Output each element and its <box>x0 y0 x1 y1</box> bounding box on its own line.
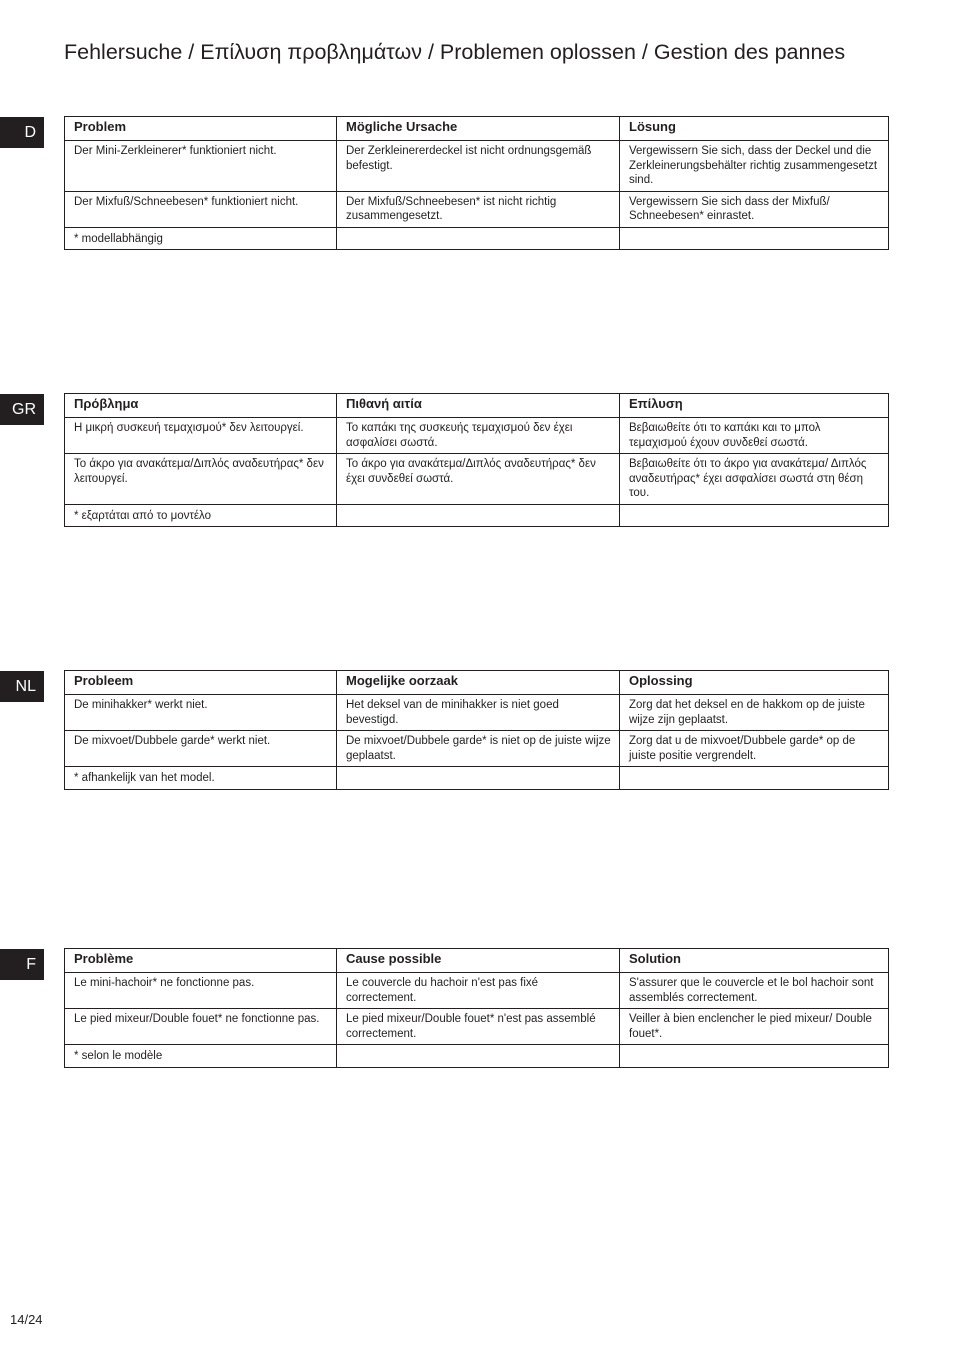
solution-cell: Zorg dat u de mixvoet/Dubbele garde* op de juiste positie vergrendelt. <box>620 731 889 767</box>
footnote-row <box>65 1045 889 1068</box>
table-row <box>65 973 889 1009</box>
cause-cell: Het deksel van de minihakker is niet goed bevestigd. <box>337 695 620 731</box>
empty-cell <box>620 227 889 250</box>
troubleshooting-table-de <box>64 116 889 250</box>
empty-cell <box>337 1045 620 1068</box>
table-row <box>65 454 889 505</box>
footnote-cell: * selon le modèle <box>65 1045 337 1068</box>
empty-cell <box>337 227 620 250</box>
cause-cell: Der Zerkleinererdeckel ist nicht ordnungsgemäß befestigt. <box>337 141 620 192</box>
cause-cell: Le couvercle du hachoir n'est pas fixé correctement. <box>337 973 620 1009</box>
problem-cell: Το άκρο για ανακάτεμα/Διπλός αναδευτήρας* δεν λειτουργεί. <box>65 454 337 505</box>
footnote-row <box>65 767 889 790</box>
cause-cell: Der Mixfuß/Schneebesen* ist nicht richtig zusammengesetzt. <box>337 191 620 227</box>
column-header-cause: Πιθανή αιτία <box>337 394 620 418</box>
empty-cell <box>337 767 620 790</box>
cause-cell: Le pied mixeur/Double fouet* n'est pas assemblé correctement. <box>337 1009 620 1045</box>
page-title: Fehlersuche / Επίλυση προβλημάτων / Problemen oplossen / Gestion des pannes <box>64 40 846 64</box>
footnote-row <box>65 227 889 250</box>
solution-cell: S'assurer que le couvercle et le bol hachoir sont assemblés correctement. <box>620 973 889 1009</box>
language-tab-fr: F <box>0 949 44 980</box>
solution-cell: Vergewissern Sie sich dass der Mixfuß/ Schneebesen* einrastet. <box>620 191 889 227</box>
solution-cell: Vergewissern Sie sich, dass der Deckel und die Zerkleinerungsbehälter richtig zusammengesetzt sind. <box>620 141 889 192</box>
table-header-row <box>65 671 889 695</box>
column-header-solution: Oplossing <box>620 671 889 695</box>
empty-cell <box>620 1045 889 1068</box>
column-header-solution: Lösung <box>620 117 889 141</box>
problem-cell: Η μικρή συσκευή τεμαχισμού* δεν λειτουργεί. <box>65 418 337 454</box>
column-header-problem: Probleem <box>65 671 337 695</box>
table-header-row <box>65 394 889 418</box>
cause-cell: De mixvoet/Dubbele garde* is niet op de juiste wijze geplaatst. <box>337 731 620 767</box>
language-tab-de: D <box>0 117 44 148</box>
solution-cell: Veiller à bien enclencher le pied mixeur/ Double fouet*. <box>620 1009 889 1045</box>
problem-cell: Le pied mixeur/Double fouet* ne fonctionne pas. <box>65 1009 337 1045</box>
footnote-cell: * modellabhängig <box>65 227 337 250</box>
problem-cell: De mixvoet/Dubbele garde* werkt niet. <box>65 731 337 767</box>
table-header-row <box>65 117 889 141</box>
cause-cell: Το άκρο για ανακάτεμα/Διπλός αναδευτήρας* δεν έχει συνδεθεί σωστά. <box>337 454 620 505</box>
column-header-problem: Problem <box>65 117 337 141</box>
empty-cell <box>337 504 620 527</box>
footnote-cell: * afhankelijk van het model. <box>65 767 337 790</box>
page-number: 14/24 <box>10 1312 43 1327</box>
cause-cell: Το καπάκι της συσκευής τεμαχισμού δεν έχει ασφαλίσει σωστά. <box>337 418 620 454</box>
troubleshooting-table-nl <box>64 670 889 790</box>
solution-cell: Zorg dat het deksel en de hakkom op de juiste wijze zijn geplaatst. <box>620 695 889 731</box>
solution-cell: Βεβαιωθείτε ότι το άκρο για ανακάτεμα/ Διπλός αναδευτήρας* έχει ασφαλίσει σωστά στη θέση του. <box>620 454 889 505</box>
column-header-cause: Mogelijke oorzaak <box>337 671 620 695</box>
problem-cell: Der Mini-Zerkleinerer* funktioniert nicht. <box>65 141 337 192</box>
table-row <box>65 191 889 227</box>
column-header-solution: Επίλυση <box>620 394 889 418</box>
column-header-cause: Cause possible <box>337 949 620 973</box>
language-tab-nl: NL <box>0 671 44 702</box>
empty-cell <box>620 504 889 527</box>
problem-cell: Le mini-hachoir* ne fonctionne pas. <box>65 973 337 1009</box>
solution-cell: Βεβαιωθείτε ότι το καπάκι και το μπολ τεμαχισμού έχουν συνδεθεί σωστά. <box>620 418 889 454</box>
table-row <box>65 731 889 767</box>
troubleshooting-table-gr <box>64 393 889 527</box>
problem-cell: Der Mixfuß/Schneebesen* funktioniert nicht. <box>65 191 337 227</box>
footnote-cell: * εξαρτάται από το μοντέλο <box>65 504 337 527</box>
table-row <box>65 418 889 454</box>
table-row <box>65 1009 889 1045</box>
table-header-row <box>65 949 889 973</box>
empty-cell <box>620 767 889 790</box>
column-header-problem: Problème <box>65 949 337 973</box>
table-row <box>65 141 889 192</box>
column-header-problem: Πρόβλημα <box>65 394 337 418</box>
footnote-row <box>65 504 889 527</box>
table-row <box>65 695 889 731</box>
troubleshooting-table-fr <box>64 948 889 1068</box>
column-header-cause: Mögliche Ursache <box>337 117 620 141</box>
language-tab-gr: GR <box>0 394 44 425</box>
problem-cell: De minihakker* werkt niet. <box>65 695 337 731</box>
column-header-solution: Solution <box>620 949 889 973</box>
